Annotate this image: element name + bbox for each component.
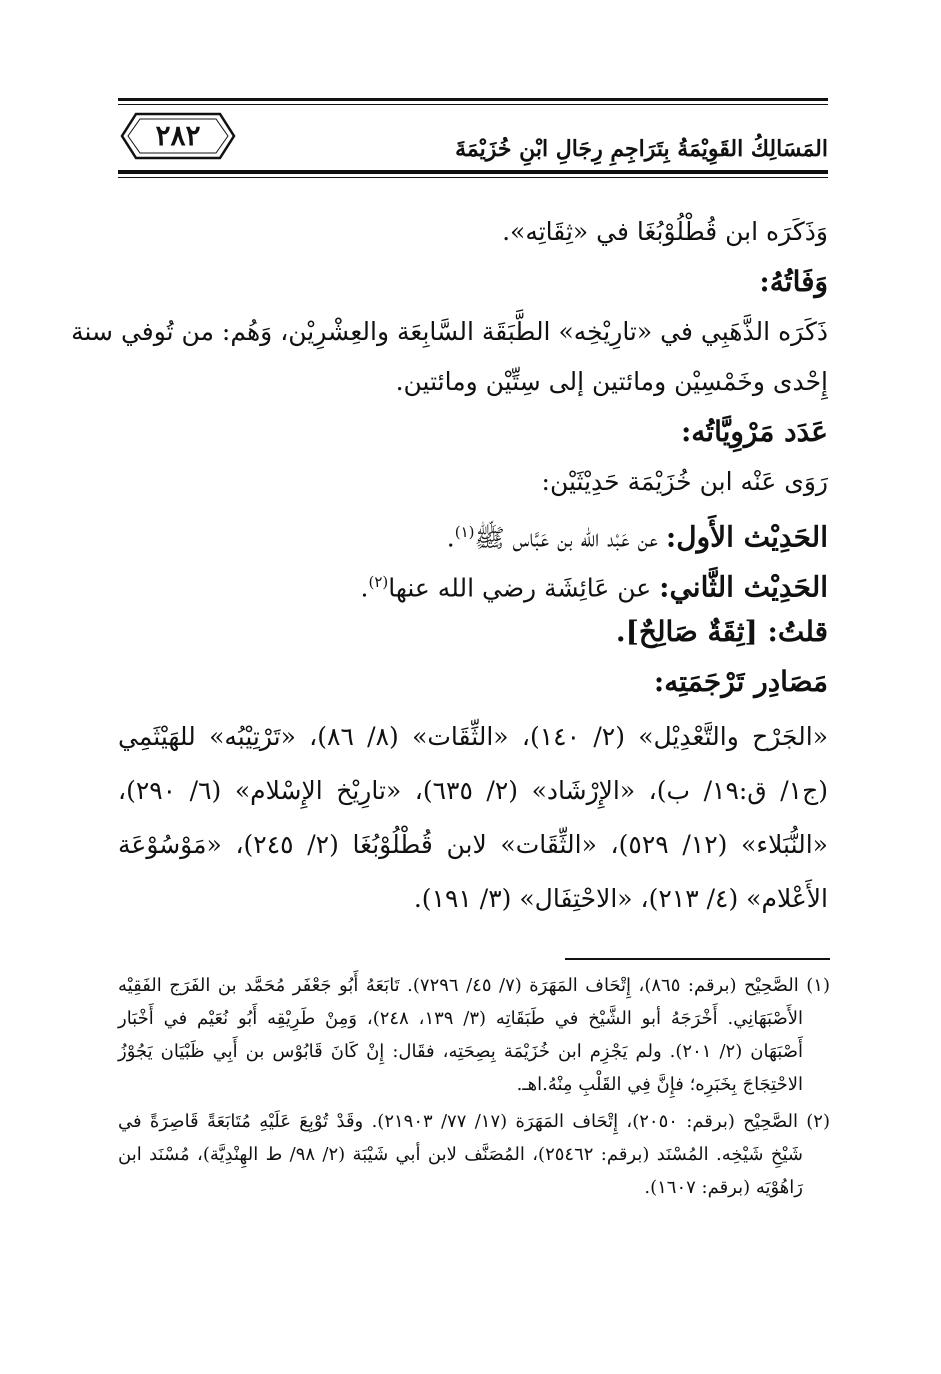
sources-line: الأَعْلام» (٤/ ٢١٣)، «الاحْتِفَال» (٣/ ١٩١). [413, 884, 828, 913]
hadith-text: عن عَائِشَة رضي الله عنها [388, 573, 660, 603]
page-number: ٢٨٢ [155, 119, 201, 152]
hadith-text: عن عَبْد الله بن عَبَّاس ﷺ [474, 523, 666, 553]
hadith-label: الحَدِيْث الثَّاني: [659, 570, 828, 604]
header-rule-bottom-thin [118, 177, 828, 178]
footnote-1-line: الأَصْبَهَانِي. أَخْرَجَهُ أبو الشَّيْخ في طَبَقَاتِه (٣/ ١٣٩، ٢٤٨)، وَمِنْ طَرِيْقِه أَبُو نُعَيْم في أَخْبَار [118, 1008, 804, 1029]
header-rule-top-thin [118, 104, 828, 105]
verdict-label: قلتُ: [767, 615, 828, 648]
footnote-1-line: (١) الصَّحِيْح (برقم: ٨٦٥)، إِتْحَاف المَهَرَة (٧/ ٤٥/ ٧٢٩٦). تَابَعَهُ أَبُو جَعْفَر مُحَمَّد بن الفَرَج الفَقِيْه [118, 975, 830, 996]
sources-line: (ج١/ ق:١٩/ ب)، «الإِرْشَاد» (٢/ ٦٣٥)، «تارِيْخ الإِسْلام» (٦/ ٢٩٠)، [118, 776, 828, 805]
header-rule-top [118, 98, 828, 101]
footnote-2-line: (٢) الصَّحِيْح (برقم: ٢٠٥٠)، إِتْحَاف المَهَرَة (١٧/ ٧٧/ ٢١٩٠٣). وقَدْ تُوْبِعَ عَلَيْهِ مُتَابَعَةً قَاصِرَةً في [118, 1111, 830, 1132]
sources-line: «الجَرْح والتَّعْدِيْل» (٢/ ١٤٠)، «الثِّقَات» (٨/ ٨٦)، «تَرْتِيْبُه» للهَيْثَمِي [118, 722, 829, 751]
page-header [118, 98, 828, 180]
text-line: إِحْدى وخَمْسِيْن ومائتين إلى سِتِّيْن ومائتين. [395, 367, 828, 396]
page-number-frame [118, 108, 238, 164]
text-line: رَوَى عَنْه ابن خُزَيْمَة حَدِيْثَيْن: [541, 467, 828, 496]
running-title: المَسَالِكُ القَوِيْمَةُ بِتَرَاجِمِ رِجَالِ ابْنِ خُزَيْمَةَ [455, 136, 828, 162]
verdict-line [118, 607, 828, 657]
verdict-text: [ثِقَةٌ صَالِحٌ]. [615, 615, 768, 648]
footnote-ref[interactable]: (١) [454, 523, 475, 541]
text-line: وَذَكَرَه ابن قُطْلُوْبُغَا في «ثِقَاتِه». [502, 217, 828, 246]
footnote-1-line: أَصْبَهَان (٢/ ٢٠١). ولم يَجْزِم ابن خُزَيْمَة بِصِحَتِه، فقَال: إِنْ كَانَ قَابُوْس بن أَبِي ظَبْيَان يَجُوْزُ [118, 1041, 803, 1062]
section-heading-death: وَفَاتُهُ: [759, 265, 828, 298]
footnote-separator [565, 958, 830, 960]
text-line: ذَكَرَه الذَّهَبِي في «تارِيْخِه» الطَّبَقَة السَّابِعَة والعِشْرِيْن، وَهُم: من تُوفي سنة [71, 317, 828, 346]
footnote-2-line: رَاهُوْيَه (برقم: ١٦٠٧). [644, 1177, 803, 1198]
sources-line: «النُّبَلاء» (١٢/ ٥٢٩)، «الثِّقَات» لابن قُطْلُوْبُغَا (٢/ ٢٤٥)، «مَوْسُوْعَة [118, 830, 828, 859]
footnote-2-line: شَيْخِ شَيْخِه. المُسْنَد (برقم: ٢٥٤٦٢)، المُصَنَّف لابن أبي شَيْبَة (٢/ ٩٨/ ط الهِنْدِيَّة)، مُسْنَد ابن [118, 1144, 804, 1165]
hadith-line-1: الحَدِيْث الأَول: عن عَبْد الله بن عَبَّاس ﷺ$^{(١)}$. [446, 520, 828, 554]
footnote-ref[interactable]: (٢) [368, 573, 389, 591]
section-heading-sources: مَصَادِر تَرْجَمَتِه: [653, 665, 828, 698]
hadith-line-2: الحَدِيْث الثَّاني: عن عَائِشَة رضي الله عنها$^{(٢)}$. [360, 570, 828, 604]
header-rule-bottom [118, 170, 828, 174]
footnote-1-line: الاحْتِجَاجَ بِخَبَرِه؛ فإِنَّ فِي القَلْبِ مِنْهُ.اهـ. [516, 1074, 803, 1095]
section-heading-narrations: عَدَد مَرْوِيَّاتُه: [680, 415, 828, 448]
hadith-label: الحَدِيْث الأَول: [665, 520, 828, 554]
